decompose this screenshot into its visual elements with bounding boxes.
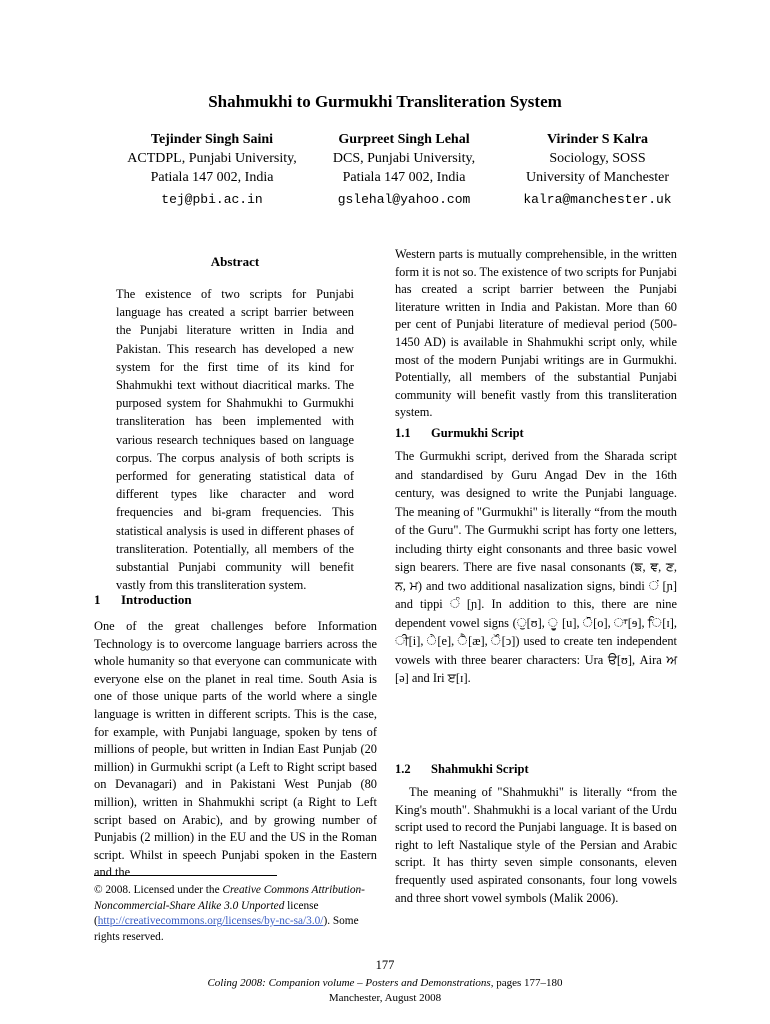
author-affiliation: University of Manchester [525, 170, 670, 185]
subsection-heading-shahmukhi [395, 762, 529, 777]
author-block-1 [112, 130, 312, 209]
section-number: 1 [94, 592, 101, 607]
author-block-2 [318, 130, 490, 209]
introduction-text [94, 618, 377, 882]
venue-pages: pages 177–180 [493, 977, 563, 989]
author-affiliation: DCS, Punjabi University, [332, 151, 476, 166]
section-title: Introduction [121, 592, 192, 607]
abstract-paragraph: The existence of two scripts for Punjabi language has created a script barrier between the Punjabi literature written in India and Pakistan. This research has developed a new system for the first time of its kind for Shahmukhi text without diacritical marks. The purposed system for Shahmukhi to Gurmukhi transliteration has been implemented with various research techniques based on language corpus. The corpus analysis of both scripts is performed for generating statistical data of different types like character and word frequencies and bi-gram frequencies. This statistical analysis is used in different phases of transliteration. Potentially, all members of the substantial Punjabi community will benefit vastly from this transliteration system. [116, 287, 354, 593]
body-paragraph: The Gurmukhi script, derived from the Sharada script and standardised by Guru Angad Dev in the 16th century, was designed to write the Punjabi language. The meaning of "Gurmukhi" is literally “from the mouth of the Guru". The Gurmukhi script has forty one letters, including thirty eight consonants and three basic vowel sign bearers. There are five nasal consonants (ਙ, ਞ, ਣ, ਨ, ਮ) and two additional nasalization signs, bindi ਂ [ɲ] and tippi ੰ [ɲ]. In addition to this, there are nine dependent vowel signs (ੁ[ʊ], ੂ [u], ੋ[o], ਾ[ɘ], ਿ[ɪ], ੀ[i], ੇ[e], ੈ[æ], ੌ[ↄ]) used to create ten independent vowels with three bearer characters: Ura ੳ[ʊ], Aira ਅ [ə] and Iri ੲ[ɪ]. [395, 449, 677, 685]
author-affiliation: Patiala 147 002, India [342, 170, 466, 185]
author-name: Gurpreet Singh Lehal [338, 132, 470, 147]
footnote-divider [94, 875, 277, 876]
author-affiliation: Patiala 147 002, India [150, 170, 274, 185]
page-number: 177 [375, 958, 395, 972]
author-affiliation: ACTDPL, Punjabi University, [127, 151, 297, 166]
author-block-3 [500, 130, 695, 209]
venue-name: Coling 2008: Companion volume – Posters and Demonstrations, [207, 977, 494, 989]
venue-footer [0, 976, 770, 1006]
subsection-number: 1.2 [395, 762, 411, 776]
footnote-text: ). Some rights reserved. [94, 915, 359, 943]
license-link[interactable]: http://creativecommons.org/licenses/by-nc-sa/3.0/ [97, 915, 324, 927]
abstract-heading: Abstract [210, 254, 260, 269]
author-email: kalra@manchester.uk [523, 192, 672, 207]
author-email: tej@pbi.ac.in [161, 192, 263, 207]
paper-title: Shahmukhi to Gurmukhi Transliteration System [208, 92, 562, 111]
footnote-text: © 2008. Licensed under the [94, 884, 223, 896]
subsection-title: Shahmukhi Script [431, 762, 529, 776]
shahmukhi-script-text [395, 784, 677, 907]
body-paragraph: The meaning of "Shahmukhi" is literally “from the King's mouth". Shahmukhi is a local variant of the Urdu script used to record the Punjabi language. It is based on right to left Nastalique style of the Persian and Arabic script. It has thirty seven simple consonants, eleven frequently used aspirated consonants, four long vowels and three short vowel symbols (Malik 2006). [395, 785, 677, 905]
subsection-heading-gurmukhi [395, 426, 524, 441]
author-name: Virinder S Kalra [546, 132, 649, 147]
subsection-title: Gurmukhi Script [431, 426, 524, 440]
body-paragraph: Western parts is mutually comprehensible, in the written form it is not so. The existence of two scripts for Punjabi has created a script barrier between the Punjabi literature written in India and Pakistan. More than 60 per cent of Punjabi literature of medieval period (500-1450 AD) is available in Shahmukhi script only, while most of the modern Punjabi writings are in Gurmukhi. Potentially, all members of the substantial Punjabi community will benefit vastly from this transliteration system. [395, 247, 677, 420]
license-name: Creative Commons Attribution-Noncommercial-Share Alike 3.0 Unported [94, 884, 365, 912]
body-paragraph: One of the great challenges before Information Technology is to overcome language barriers across the whole humanity so that everyone can communicate with everyone else on the planet in real time. South Asia is one of those unique parts of the world where a single language is written in different scripts. This is the case, for example, with Punjabi language, spoken by tens of millions of people, but written in Indian East Punjab (20 million) in Gurmukhi script (a Left to Right script based on Devanagari) and in Pakistani West Punjab (80 million), written in Shahmukhi script (a Right to Left script based on Arabic), and by growing number of Punjabis (2 million) in the EU and the US in the Roman script. Whilst in speech Punjabi spoken in the Eastern and the [94, 619, 377, 880]
right-column-intro [395, 246, 677, 422]
author-email: gslehal@yahoo.com [337, 192, 471, 207]
section-heading-introduction [94, 592, 192, 608]
author-affiliation: Sociology, SOSS [549, 151, 646, 166]
footnote-text: license ( [94, 899, 319, 927]
author-name: Tejinder Singh Saini [150, 132, 274, 147]
venue-location: Manchester, August 2008 [328, 992, 442, 1004]
abstract-text [116, 285, 354, 594]
footnote [94, 883, 374, 945]
subsection-number: 1.1 [395, 426, 411, 440]
gurmukhi-script-text [395, 447, 677, 688]
